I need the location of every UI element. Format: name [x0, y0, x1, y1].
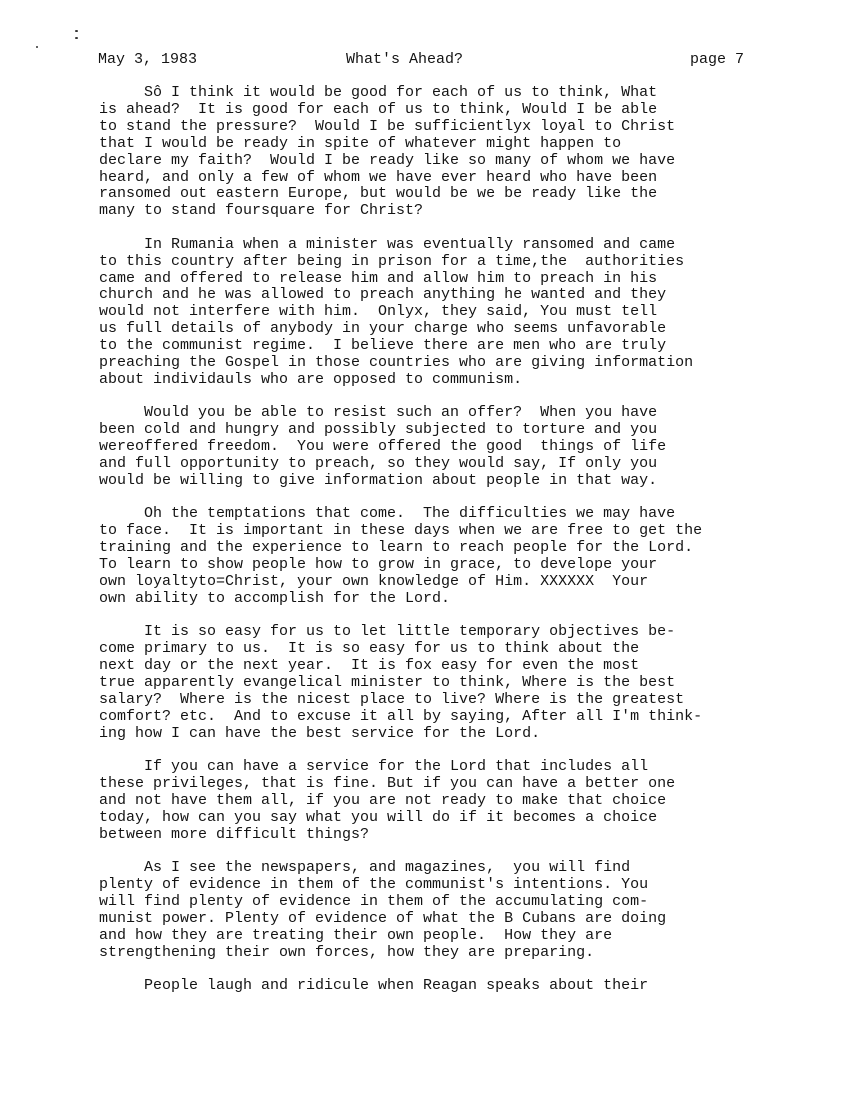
paragraph-4: Oh the temptations that come. The difficulties we may have to face. It is important in these days when we are free to get the training and the experience to learn to reach people for the Lord. To learn to show people how to grow in grace, to develope your own loyaltyto=Christ, your own knowledge of Him. XXXXXX Your own ability to accomplish for the Lord.	[99, 505, 703, 607]
header-date: May 3, 1983	[98, 51, 198, 68]
paragraph-1: Sô I think it would be good for each of us to think, What is ahead? It is good for each of us to think, Would I be able to stand the pressure? Would I be sufficientlyx loyal to Christ that I would be ready in spite of whatever might happen to declare my faith? Would I be ready like so many of whom we have heard, and only a few of whom we have ever heard who have been ransomed out eastern Europe, but would be we be ready like the many to stand foursquare for Christ?	[99, 84, 676, 220]
header-title: What's Ahead?	[346, 51, 464, 68]
header-page-number: page 7	[689, 51, 744, 68]
paragraph-3: Would you be able to resist such an offer? When you have been cold and hungry and possibly subjected to torture and you wereoffered freedom. You were offered the good things of life and full opportunity to preach, so they would say, If only you would be willing to give information about people in that way.	[99, 404, 667, 490]
scan-speck	[75, 30, 78, 32]
scan-speck	[36, 46, 38, 48]
paragraph-6: If you can have a service for the Lord that includes all these privileges, that is fine. But if you can have a better one and not have them all, if you are not ready to make that choice today, how can you say what you will do if it becomes a choice between more difficult things?	[99, 758, 676, 843]
document-body	[99, 85, 799, 1012]
paragraph-2: In Rumania when a minister was eventually ransomed and came to this country after being in prison for a time,the authorities came and offered to release him and allow him to preach in his church and he was allowed to preach anything he wanted and they would not interfere with him. Onlyx, they said, You must tell us full details of anybody in your charge who seems unfavorable to the communist regime. I believe there are men who are truly preaching the Gospel in those countries who are giving information about individauls who are opposed to communism.	[99, 235, 694, 388]
paragraph-5: It is so easy for us to let little temporary objectives be- come primary to us. It is so easy for us to think about the next day or the next year. It is fox easy for even the most true apparently evangelical minister to think, Where is the best salary? Where is the nicest place to live? Where is the greatest comfort? etc. And to excuse it all by saying, After all I'm think- ing how I can have the best service for the Lord.	[99, 623, 703, 742]
paragraph-8: People laugh and ridicule when Reagan speaks about their	[99, 977, 649, 995]
page-header	[98, 50, 744, 70]
paragraph-7: As I see the newspapers, and magazines, you will find plenty of evidence in them of the communist's intentions. You will find plenty of evidence in them of the accumulating com- munist power. Plenty of evidence of what the B Cubans are doing and how they are treating their own people. How they are strengthening their own forces, how they are preparing.	[99, 859, 667, 961]
scan-speck	[75, 37, 78, 39]
